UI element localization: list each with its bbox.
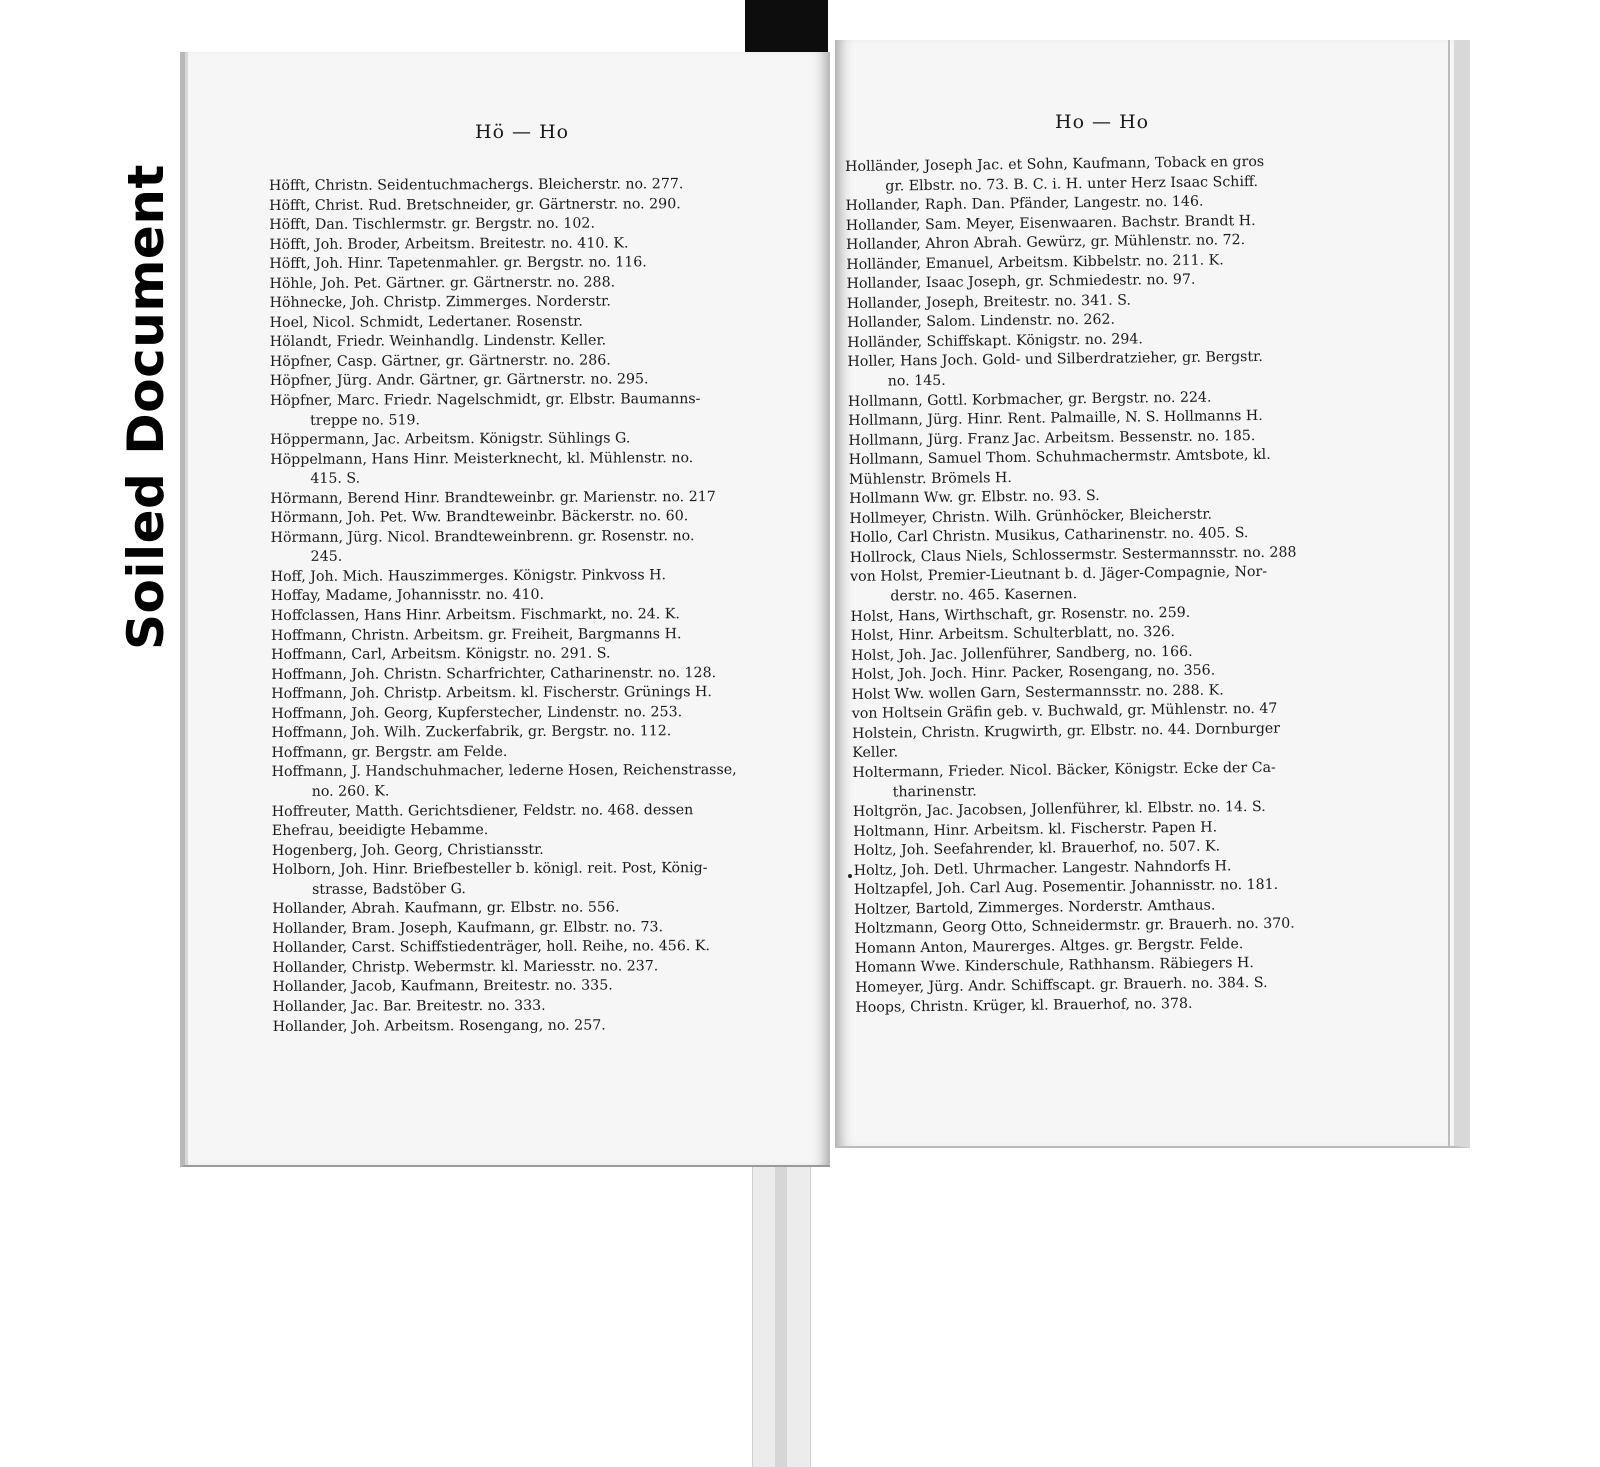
directory-entry: Höfft, Joh. Hinr. Tapetenmahler. gr. Bergstr. no. 116.	[269, 254, 647, 273]
directory-entry: Hörmann, Joh. Pet. Ww. Brandteweinbr. Bäckerstr. no. 60.	[270, 508, 689, 527]
directory-entry: Hoffmann, Carl, Arbeitsm. Königstr. no. 291. S.	[271, 645, 611, 664]
directory-entry: Holtzapfel, Joh. Carl Aug. Posementir. Johannisstr. no. 181.	[853, 876, 1279, 899]
directory-entry: Höfft, Christn. Seidentuchmachergs. Bleicherstr. no. 277.	[269, 176, 684, 194]
directory-entry: Holst Ww. wollen Garn, Sestermannsstr. no. 288. K.	[851, 682, 1224, 703]
directory-entry: Hoffmann, Christn. Arbeitsm. gr. Freiheit, Bargmanns H.	[270, 625, 682, 644]
directory-entry: no. 260. K.	[311, 783, 390, 800]
directory-entry: Hoops, Christn. Krüger, kl. Brauerhof, no. 378.	[855, 995, 1193, 1016]
directory-entry: Hollander, Bram. Joseph, Kaufmann, gr. Elbstr. no. 73.	[272, 919, 664, 937]
directory-entry: Hörmann, Berend Hinr. Brandteweinbr. gr. Marienstr. no. 217	[270, 488, 716, 507]
directory-entry: 415. S.	[310, 470, 361, 488]
directory-entry: Holtgrön, Jac. Jacobsen, Jollenführer, kl. Elbstr. no. 14. S.	[852, 798, 1266, 820]
directory-entry: Hoffmann, Joh. Christn. Scharfrichter, Catharinenstr. no. 128.	[271, 664, 717, 683]
directory-entry: Höppermann, Jac. Arbeitsm. Königstr. Sühlings G.	[270, 430, 631, 449]
directory-entry: Hollmann, Gottl. Korbmacher, gr. Bergstr. no. 224.	[847, 389, 1212, 410]
directory-entry: Hollmann, Samuel Thom. Schuhmachermstr. Amtsbote, kl.	[848, 447, 1271, 469]
directory-entry: Holtz, Joh. Seefahrender, kl. Brauerhof, no. 507. K.	[853, 838, 1221, 860]
directory-entry: Höfft, Dan. Tischlermstr. gr. Bergstr. no. 102.	[269, 215, 595, 234]
directory-entry: Hollrock, Claus Niels, Schlossermstr. Sestermannsstr. no. 288	[849, 544, 1297, 566]
directory-entry: Hoffmann, Joh. Christp. Arbeitsm. kl. Fischerstr. Grünings H.	[271, 684, 712, 703]
directory-entry: Holtzer, Bartold, Zimmerges. Norderstr. Amthaus.	[854, 897, 1216, 918]
directory-entry: Holländer, Joseph Jac. et Sohn, Kaufmann, Toback en gros	[845, 153, 1265, 175]
directory-entry: Holst, Joh. Jac. Jollenführer, Sandberg, no. 166.	[850, 643, 1193, 664]
directory-entry: Hogenberg, Joh. Georg, Christiansstr.	[271, 841, 544, 859]
directory-entry: Höpfner, Casp. Gärtner, gr. Gärtnerstr. no. 286.	[269, 352, 611, 370]
directory-entry: Hoffmann, Joh. Georg, Kupferstecher, Lindenstr. no. 253.	[271, 703, 683, 722]
directory-entry: Hollander, Raph. Dan. Pfänder, Langestr. no. 146.	[845, 193, 1204, 215]
directory-entry: von Holst, Premier-Lieutnant b. d. Jäger-Compagnie, Nor-	[850, 564, 1268, 586]
right-page	[835, 40, 1470, 1148]
directory-entry: Hollmann, Jürg. Franz Jac. Arbeitsm. Bessenstr. no. 185.	[848, 427, 1256, 449]
directory-entry: Hollmann Ww. gr. Elbstr. no. 93. S.	[849, 488, 1100, 508]
directory-entry: Hoffmann, J. Handschuhmacher, lederne Hosen, Reichenstrasse,	[271, 762, 737, 781]
directory-entry: Hoffclassen, Hans Hinr. Arbeitsm. Fischmarkt, no. 24. K.	[270, 606, 680, 625]
directory-entry: Holstein, Christn. Krugwirth, gr. Elbstr. no. 44. Dornburger	[851, 720, 1281, 742]
directory-entry: Hollander, Joseph, Breitestr. no. 341. S.	[846, 292, 1132, 312]
directory-entry: Hollander, Salom. Lindenstr. no. 262.	[846, 312, 1116, 332]
directory-entry: Hollander, Jac. Bar. Breitestr. no. 333.	[272, 997, 546, 1015]
directory-entry: gr. Elbstr. no. 73. B. C. i. H. unter Herz Isaac Schiff.	[885, 173, 1259, 195]
directory-entry: Homann Wwe. Kinderschule, Rathhansm. Räbiegers H.	[854, 955, 1254, 977]
directory-entry: Hölandt, Friedr. Weinhandlg. Lindenstr. Keller.	[269, 332, 607, 351]
directory-entry: Hollmeyer, Christn. Wilh. Grünhöcker, Bleicherstr.	[849, 506, 1213, 527]
directory-entry: Hollmann, Jürg. Hinr. Rent. Palmaille, N. S. Hollmanns H.	[848, 408, 1263, 430]
left-page	[180, 52, 830, 1167]
directory-entry: Holtmann, Hinr. Arbeitsm. kl. Fischerstr. Papen H.	[853, 819, 1218, 840]
ink-speck	[848, 874, 852, 878]
directory-entry: Homann Anton, Maurerges. Altges. gr. Bergstr. Felde.	[854, 936, 1244, 957]
directory-entry: Holborn, Joh. Hinr. Briefbesteller b. königl. reit. Post, König-	[271, 860, 708, 879]
directory-entry: Holtz, Joh. Detl. Uhrmacher. Langestr. Nahndorfs H.	[853, 858, 1232, 879]
directory-entry: Holler, Hans Joch. Gold- und Silberdratzieher, gr. Bergstr.	[847, 349, 1263, 371]
directory-entry: Hoff, Joh. Mich. Hauszimmerges. Königstr. Pinkvoss H.	[270, 567, 667, 585]
directory-entry: Hollander, Abrah. Kaufmann, gr. Elbstr. no. 556.	[272, 899, 620, 918]
directory-entry: Holländer, Schiffskapt. Königstr. no. 294.	[847, 331, 1143, 351]
directory-entry: Mühlenstr. Brömels H.	[848, 469, 1012, 488]
directory-entry: Höfft, Christ. Rud. Bretschneider, gr. Gärtnerstr. no. 290.	[269, 195, 681, 214]
directory-entry: Hollander, Jacob, Kaufmann, Breitestr. no. 335.	[272, 977, 613, 996]
directory-entry: Hollander, Christp. Webermstr. kl. Mariesstr. no. 237.	[272, 958, 659, 976]
directory-entry: Hollo, Carl Christn. Musikus, Catharinenstr. no. 405. S.	[849, 525, 1249, 547]
directory-entry: Holtermann, Frieder. Nicol. Bäcker, Königstr. Ecke der Ca-	[852, 759, 1276, 781]
book-spine-bottom	[752, 1148, 811, 1467]
directory-entry: 245.	[310, 549, 343, 566]
directory-entry: Ehefrau, beeidigte Hebamme.	[271, 822, 489, 840]
directory-entry: Keller.	[852, 744, 899, 762]
left-page-header: Hö — Ho	[475, 121, 570, 143]
directory-entry: Hoel, Nicol. Schmidt, Ledertaner. Rosenstr.	[269, 313, 583, 331]
directory-entry: Höpfner, Marc. Friedr. Nagelschmidt, gr. Elbstr. Baumanns-	[269, 391, 701, 410]
directory-entry: Hollander, Ahron Abrah. Gewürz, gr. Mühlenstr. no. 72.	[845, 232, 1246, 254]
directory-entry: Holst, Hinr. Arbeitsm. Schulterblatt, no. 326.	[850, 624, 1176, 645]
directory-entry: Höhnecke, Joh. Christp. Zimmerges. Norderstr.	[269, 293, 611, 312]
directory-entry: tharinenstr.	[892, 782, 977, 800]
directory-entry: von Holtsein Gräfin geb. v. Buchwald, gr. Mühlenstr. no. 47	[851, 701, 1278, 723]
directory-entry: no. 145.	[887, 372, 946, 390]
directory-entry: Höppelmann, Hans Hinr. Meisterknecht, kl. Mühlenstr. no.	[270, 449, 694, 468]
directory-entry: Hoffreuter, Matth. Gerichtsdiener, Feldstr. no. 468. dessen	[271, 801, 694, 820]
directory-entry: Holländer, Emanuel, Arbeitsm. Kibbelstr. no. 211. K.	[846, 252, 1224, 273]
directory-entry: treppe no. 519.	[310, 411, 421, 429]
directory-entry: Hollander, Sam. Meyer, Eisenwaaren. Bachstr. Brandt H.	[845, 212, 1256, 234]
directory-entry: Holtzmann, Georg Otto, Schneidermstr. gr. Brauerh. no. 370.	[854, 915, 1295, 938]
directory-entry: Homeyer, Jürg. Andr. Schiffscapt. gr. Brauerh. no. 384. S.	[855, 974, 1268, 996]
directory-entry: Höhle, Joh. Pet. Gärtner. gr. Gärtnerstr. no. 288.	[269, 274, 616, 292]
directory-entry: Hoffmann, gr. Bergstr. am Felde.	[271, 743, 508, 761]
directory-entry: Höpfner, Jürg. Andr. Gärtner, gr. Gärtnerstr. no. 295.	[269, 371, 649, 390]
directory-entry: Hollander, Carst. Schiffstiedenträger, holl. Reihe, no. 456. K.	[272, 938, 711, 957]
soiled-document-stamp: Soiled Document	[117, 164, 175, 650]
directory-entry: Holst, Joh. Joch. Hinr. Packer, Rosengang, no. 356.	[851, 662, 1216, 684]
right-entry-list	[845, 152, 1365, 1018]
directory-entry: Hollander, Isaac Joseph, gr. Schmiedestr. no. 97.	[846, 272, 1196, 293]
directory-entry: Hoffay, Madame, Johannisstr. no. 410.	[270, 587, 545, 605]
directory-entry: derstr. no. 465. Kasernen.	[890, 586, 1078, 605]
left-entry-list	[269, 175, 793, 1037]
directory-entry: Höfft, Joh. Broder, Arbeitsm. Breitestr. no. 410. K.	[269, 235, 629, 253]
directory-entry: Hoffmann, Joh. Wilh. Zuckerfabrik, gr. Bergstr. no. 112.	[271, 723, 672, 742]
right-page-header: Ho — Ho	[1055, 111, 1150, 133]
directory-entry: strasse, Badstöber G.	[312, 880, 466, 898]
directory-entry: Holst, Hans, Wirthschaft, gr. Rosenstr. no. 259.	[850, 604, 1191, 625]
directory-entry: Hörmann, Jürg. Nicol. Brandteweinbrenn. gr. Rosenstr. no.	[270, 527, 695, 546]
directory-entry: Hollander, Joh. Arbeitsm. Rosengang, no. 257.	[272, 1017, 606, 1035]
book-spine-top	[745, 0, 828, 55]
